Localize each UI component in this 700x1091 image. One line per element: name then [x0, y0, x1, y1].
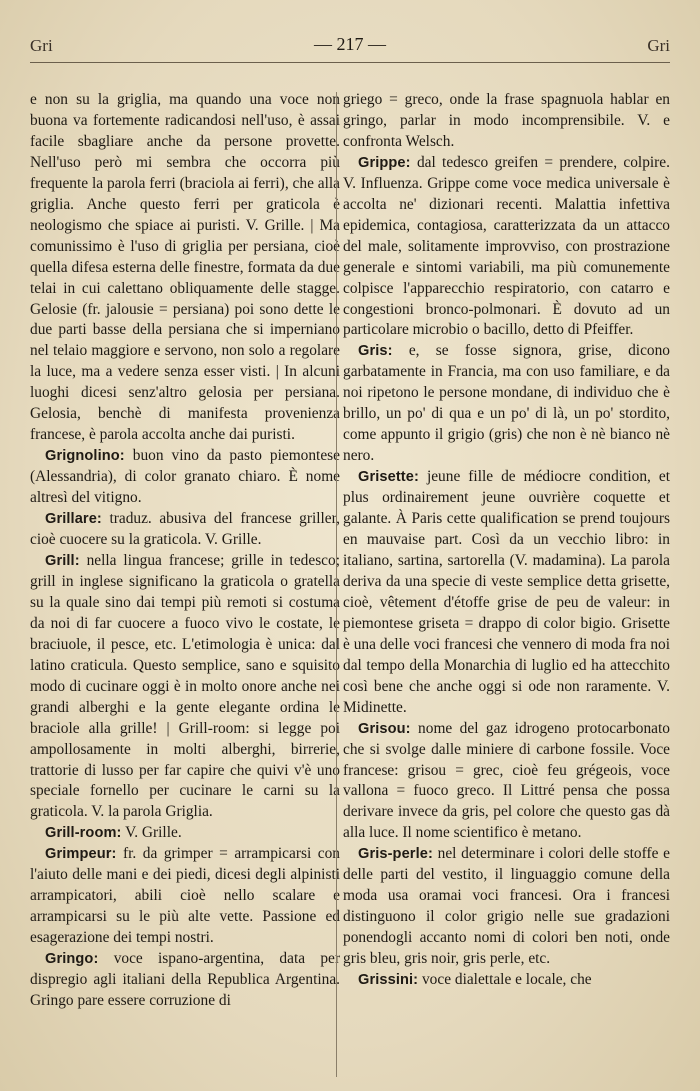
- entry-grignolino: Grignolino: buon vino da pasto piemontese (Alessandria), di color granato chiaro. È nome altresì del vitigno.: [30, 447, 340, 507]
- entry-headword: Grill-room: [45, 825, 117, 842]
- right-column: [343, 90, 670, 991]
- entry-grillare: Grillare: traduz. abusiva del francese griller, cioè cuocere su la graticola. V. Grille.: [30, 510, 340, 549]
- entry-headword: Grissini: [358, 972, 414, 989]
- left-column: [30, 90, 340, 1012]
- entry-grissini: Grissini: voce dialettale e locale, che: [358, 971, 592, 989]
- entry-headword: Grippe: [358, 154, 406, 171]
- entry-headword: Gris-perle: [358, 846, 428, 863]
- entry-gris: Gris: e, se fosse signora, grise, dicono garbatamente in Francia, ma con uso familiare, e da noi ripetono le persone mondane, di individuo che è brillo, un po' di qua e un po' di là, un po' stordito, come appunto il grigio (gris) che non è nè bianco nè nero.: [343, 342, 670, 465]
- entry-headword: Gris: [358, 343, 388, 360]
- entry-grimpeur: Grimpeur: fr. da grimper = arrampicarsi con l'aiuto delle mani e dei piedi, dicesi degli alpinisti arrampicatori, abili cioè nello scalare e arrampicarsi su le più alte vette. Passione ed esagerazione dei tempi nostri.: [30, 845, 340, 947]
- running-header: [30, 32, 670, 58]
- entry-headword: Gringo: [45, 951, 94, 968]
- entry-grisette: Grisette: jeune fille de médiocre condition, et plus ordinairement jeune ouvrière coquette et galante. À Paris cette qualification se prend toujours en mauvaise part. Così da un vecchio libro: in italiano, sartina, sartorella (V. madamina). La parola deriva da una specie di veste semplice detta grisette, cioè, vêtement d'étoffe grise de peu de valeur: in piemontese griseta = drappo di color bigio. Grisette è una delle voci francesi che vennero di moda fra noi dal tempo della Monarchia di luglio ed ha attecchito così bene che anche oggi si ode non raramente. V. Midinette.: [343, 468, 670, 716]
- entry-grippe: Grippe: dal tedesco greifen = prendere, colpire. V. Influenza. Grippe come voce medica universale è accolta ne' dizionari recenti. Malattia infettiva epidemica, contagiosa, caratterizzata da un attacco del male, solitamente improvviso, con prostrazione generale e sintomi variabili, ma più comunemente colpisce l'apparecchio respiratorio, con catarro e congestioni bronco-polmonari. È dovuto ad un particolare microbio o bacillo, detto di Pfeiffer.: [343, 153, 670, 339]
- page-number: — 217 —: [314, 34, 386, 54]
- entry-headword: Grisou: [358, 720, 406, 737]
- header-rule: [30, 62, 670, 63]
- entry-headword: Grisette: [358, 469, 414, 486]
- entry-grill-room: Grill-room: V. Grille.: [45, 824, 182, 842]
- entry-continuation: e non su la griglia, ma quando una voce non buona va fortemente radicandosi nell'uso, è assai facile sbagliare anche da persone provette. Nell'uso però mi sembra che occorra più frequente la parola ferri (braciola ai ferri), che alla griglia. Anche questo ferri per graticola è neologismo che spiace ai puristi. V. Grille. | Ma comunissimo è l'uso di griglia per persiana, cioè quella difesa esterna delle finestre, formata da due telai in cui calettano obliquamente delle stagge. Gelosie (fr. jalousie = persiana) poi sono dette le due parti basse della persiana che si imperniano nel telaio maggiore e servono, non solo a regolare la luce, ma a vedere senza esser visti. | In alcuni luoghi dicesi senz'altro gelosia per persiana. Gelosia, benchè di manifesta provenienza francese, è parola accolta anche dai puristi.: [30, 91, 340, 444]
- entry-gris-perle: Gris-perle: nel determinare i colori delle stoffe e delle parti del vestito, il linguaggio comune della moda usa oramai voci francesi. Ora i francesi distinguono il color grigio nelle sue gradazioni ponendogli accanto nomi di colori ben noti, onde gris bleu, gris noir, gris perle, etc.: [343, 845, 670, 968]
- header-left-guideword: Gri: [30, 36, 53, 55]
- entry-headword: Grill: [45, 552, 75, 569]
- entry-headword: Grimpeur: [45, 846, 112, 863]
- entry-grill: Grill: nella lingua francese; grille in tedesco; grill in inglese significano la graticola o gratella su la quale sino dai tempi più remoti si costuma da noi di far cuocere a fuoco vivo le costate, le braciuole, il pesce, etc. L'etimologia è unica: dal latino craticula. Questo semplice, sano e squisito modo di cucinare oggi è in molto onore anche nei grandi alberghi e la gente elegante ordina le braciole alla grille! | Grill-room: si legge poi ampollosamente in molti alberghi, birrerie, trattorie di lusso per far capire che quivi v'è uno speciale fornello per cucinare le carni su la graticola. V. la parola Griglia.: [30, 551, 340, 821]
- entry-grisou: Grisou: nome del gaz idrogeno protocarbonato che si svolge dalle miniere di carbone fossile. Voce francese: grisou = grec, cioè feu grégeois, voce vallona = fuoco greco. Il Littré pensa che possa derivare invece da gris, pel colore che questo gas dà alla luce. Il nome scientifico è metano.: [343, 719, 670, 842]
- header-right-guideword: Gri: [647, 36, 670, 55]
- entry-gringo: Gringo: voce ispano-argentina, data per dispregio agli italiani della Republica Argentina. Gringo pare essere corruzione di: [30, 950, 340, 1009]
- entry-headword: Grillare: [45, 511, 97, 528]
- entry-headword: Grignolino: [45, 448, 120, 465]
- entry-continuation: griego = greco, onde la frase spagnuola hablar en gringo, parlar in modo incomprensibile. V. e confronta Welsch.: [343, 91, 670, 150]
- column-divider: [336, 92, 337, 1077]
